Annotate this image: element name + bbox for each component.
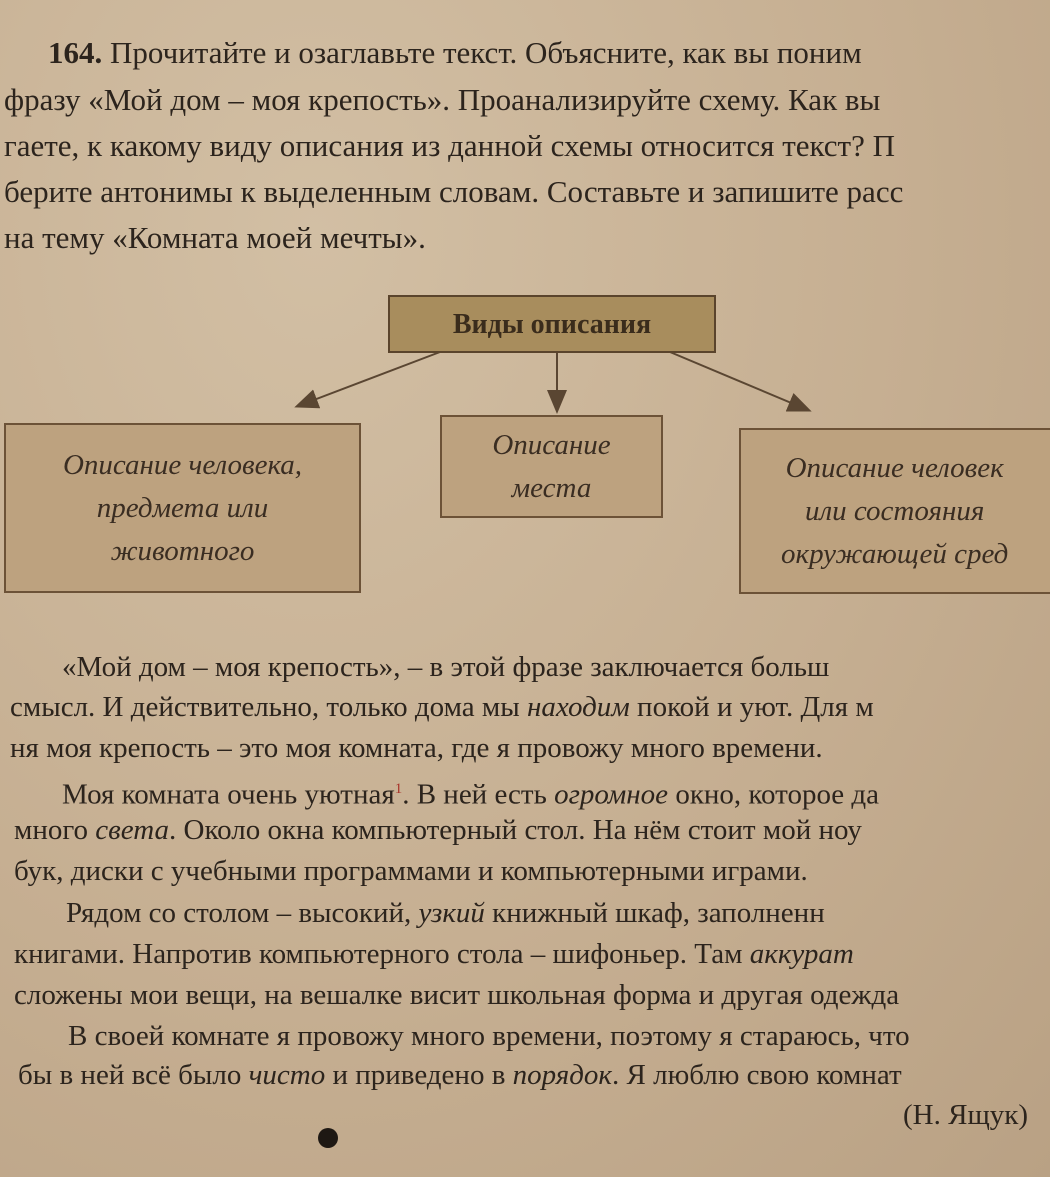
text-span: . Я люблю свою комнат — [612, 1059, 902, 1091]
arrow-left — [298, 352, 440, 406]
text-span: Рядом со столом – высокий, — [66, 897, 419, 929]
scheme-box-left — [4, 423, 361, 593]
scheme-right-line-2: или состояния — [804, 494, 985, 527]
task-line-3: гаете, к какому виду описания из данной схемы относится текст? П — [4, 128, 895, 163]
text-p2-line-2 — [14, 813, 862, 847]
footnote-mark: 1 — [394, 781, 403, 797]
highlighted-word: узкий — [418, 897, 485, 929]
text-p2-line-3: бук, диски с учебными программами и компьютерными играми. — [14, 855, 808, 887]
text-p4-line-2 — [18, 1058, 902, 1092]
task-line-4: берите антонимы к выделенным словам. Составьте и запишите расс — [4, 174, 904, 209]
highlighted-word: чисто — [248, 1059, 326, 1091]
scheme-title: Виды описания — [452, 308, 652, 340]
scheme-box-middle — [440, 415, 663, 518]
task-line-5: на тему «Комната моей мечты». — [4, 220, 426, 255]
scheme-middle-line-1: Описание — [492, 428, 611, 461]
highlighted-word: света — [95, 814, 170, 846]
text-span: покой и уют. Для м — [629, 691, 874, 723]
task-line-2: фразу «Мой дом – моя крепость». Проанализируйте схему. Как вы — [4, 82, 881, 117]
task-number: 164. — [48, 35, 103, 70]
scheme-title-box — [388, 295, 716, 353]
text-p1-line-1: «Мой дом – моя крепость», – в этой фразе заключается больш — [62, 651, 830, 683]
text-span: бы в ней всё было — [18, 1059, 249, 1091]
highlighted-word: порядок — [512, 1059, 612, 1091]
text-p3-line-3: сложены мои вещи, на вешалке висит школьная форма и другая одежда — [14, 979, 900, 1011]
scheme-box-right — [739, 428, 1050, 594]
text-span: книжный шкаф, заполненн — [484, 897, 825, 929]
text-span: книгами. Напротив компьютерного стола – шифоньер. Там — [14, 938, 750, 970]
scheme-right-line-1: Описание человек — [785, 451, 1004, 484]
scheme-left-line-3: животного — [110, 534, 255, 567]
highlighted-word: огромное — [554, 778, 669, 811]
text-span: . В ней есть — [402, 778, 555, 811]
text-p4-line-1: В своей комнате я провожу много времени, поэтому я стараюсь, что — [68, 1020, 910, 1052]
highlighted-word: аккурат — [749, 938, 854, 970]
task-text: Прочитайте и озаглавьте текст. Объясните, как вы поним — [102, 35, 862, 70]
text-span: Моя комната очень уютная — [62, 778, 395, 811]
text-span: много — [14, 814, 96, 846]
text-p2-line-1 — [62, 772, 879, 812]
scheme-left-line-1: Описание человека, — [62, 448, 303, 481]
text-span: смысл. И действительно, только дома мы — [10, 691, 527, 723]
text-p3-line-1 — [66, 896, 825, 930]
text-p1-line-3: ня моя крепость – это моя комната, где я провожу много времени. — [10, 732, 823, 764]
text-span: . Около окна компьютерный стол. На нём стоит мой ноу — [169, 814, 862, 846]
bullet-dot — [318, 1128, 338, 1148]
scheme-left-line-2: предмета или — [96, 491, 269, 524]
highlighted-word: находим — [526, 691, 630, 723]
text-p1-line-2 — [10, 690, 874, 724]
arrow-right — [670, 352, 808, 410]
scheme-middle-line-2: места — [511, 471, 592, 504]
text-span: окно, которое да — [668, 778, 880, 811]
text-span: и приведено в — [325, 1059, 513, 1091]
scheme-right-line-3: окружающей сред — [781, 537, 1009, 570]
text-author: (Н. Ящук) — [903, 1099, 1029, 1131]
text-p3-line-2 — [14, 937, 854, 971]
